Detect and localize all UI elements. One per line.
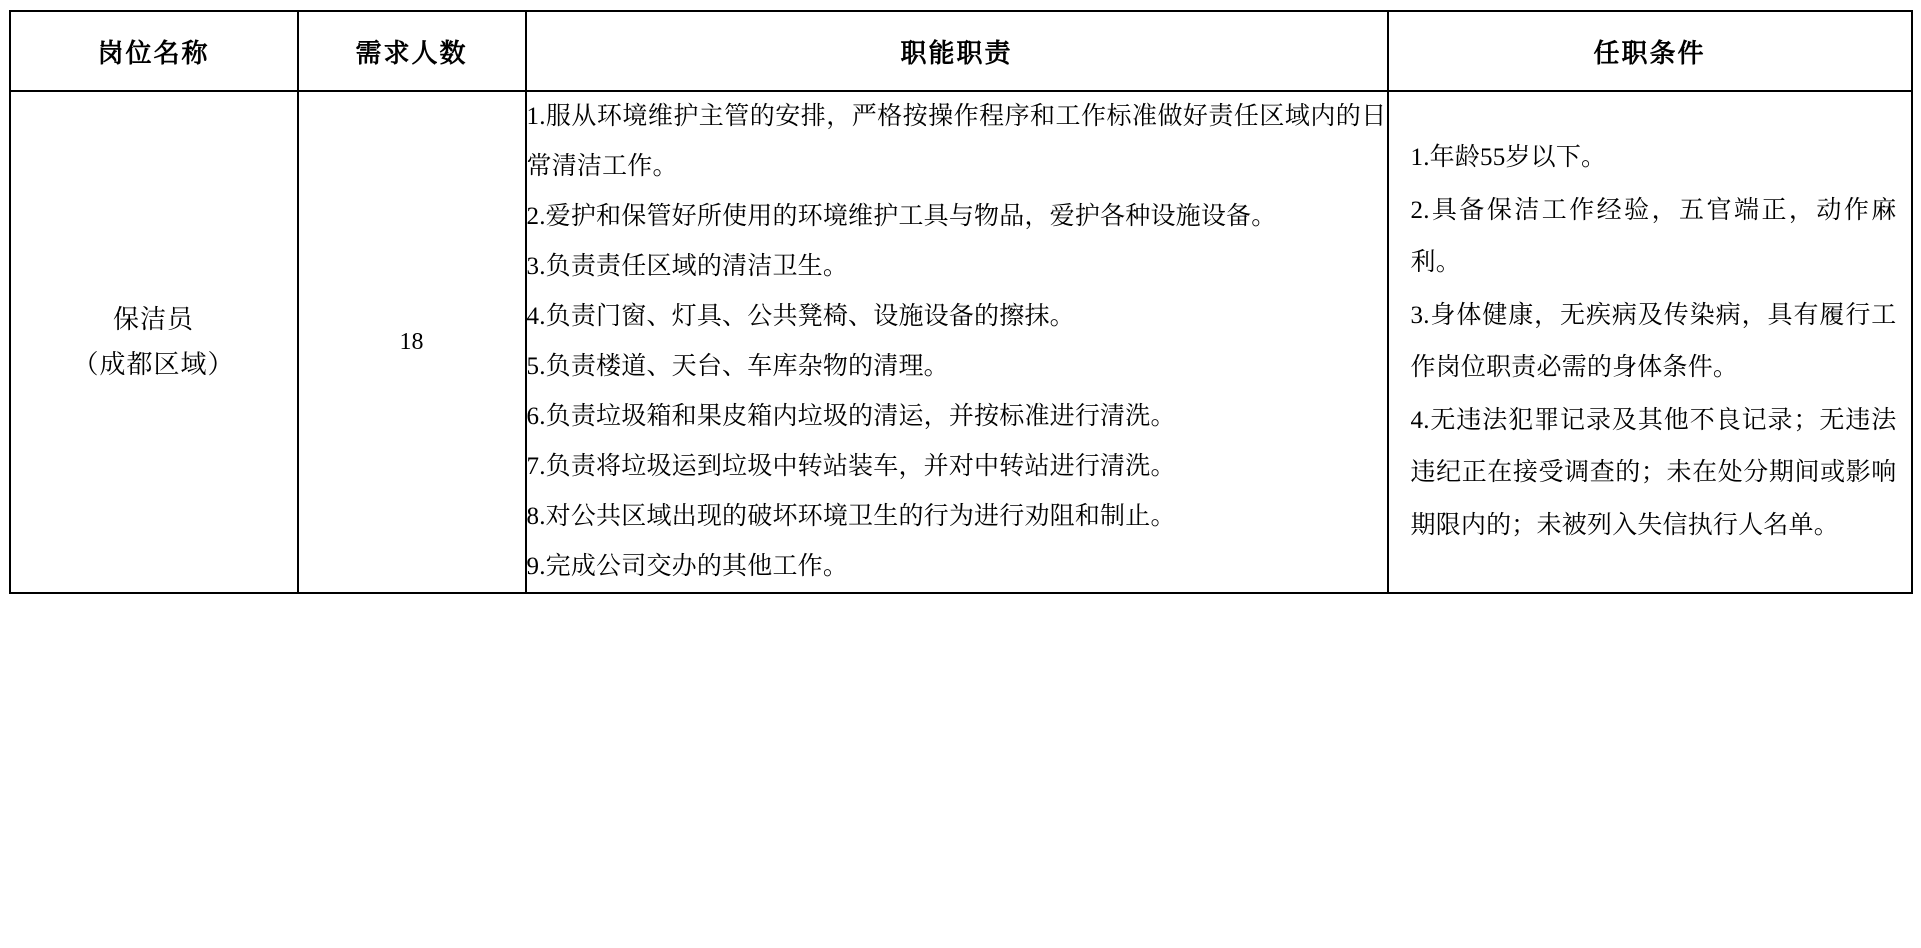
column-header-headcount: 需求人数	[298, 11, 526, 91]
requirement-list	[1411, 132, 1897, 552]
job-listing-table	[9, 10, 1913, 594]
column-header-duties: 职能职责	[526, 11, 1388, 91]
list-item: 3.身体健康，无疾病及传染病，具有履行工作岗位职责必需的身体条件。	[1410, 301, 1897, 381]
cell-job-title	[10, 91, 298, 593]
column-header-job-title: 岗位名称	[10, 11, 298, 91]
table-row	[10, 91, 1912, 593]
list-item: 7.负责将垃圾运到垃圾中转站装车，并对中转站进行清洗。	[526, 453, 1176, 480]
cell-duties	[526, 91, 1388, 593]
table-header-row	[10, 11, 1912, 91]
cell-headcount: 18	[298, 91, 526, 593]
list-item: 6.负责垃圾箱和果皮箱内垃圾的清运，并按标准进行清洗。	[526, 403, 1176, 430]
list-item: 2.爱护和保管好所使用的环境维护工具与物品，爱护各种设施设备。	[526, 203, 1277, 230]
table-header	[10, 11, 1912, 91]
cell-requirements	[1388, 91, 1912, 593]
column-header-requirements: 任职条件	[1388, 11, 1912, 91]
list-item: 1.服从环境维护主管的安排，严格按操作程序和工作标准做好责任区域内的日常清洁工作。	[526, 103, 1387, 180]
job-title-region: （成都区域）	[72, 350, 235, 379]
list-item: 3.负责责任区域的清洁卫生。	[526, 253, 849, 280]
duty-list	[527, 92, 1387, 592]
list-item: 4.负责门窗、灯具、公共凳椅、设施设备的擦抹。	[526, 303, 1075, 330]
list-item: 8.对公共区域出现的破坏环境卫生的行为进行劝阻和制止。	[526, 503, 1176, 530]
list-item: 1.年龄55岁以下。	[1410, 144, 1607, 171]
list-item: 5.负责楼道、天台、车库杂物的清理。	[526, 353, 949, 380]
job-title-main: 保洁员	[112, 304, 194, 334]
list-item: 9.完成公司交办的其他工作。	[526, 553, 849, 580]
table-body	[10, 91, 1912, 593]
list-item: 2.具备保洁工作经验，五官端正，动作麻利。	[1410, 196, 1897, 276]
list-item: 4.无违法犯罪记录及其他不良记录；无违法违纪正在接受调查的；未在处分期间或影响期限内的；未被列入失信执行人名单。	[1410, 406, 1897, 539]
